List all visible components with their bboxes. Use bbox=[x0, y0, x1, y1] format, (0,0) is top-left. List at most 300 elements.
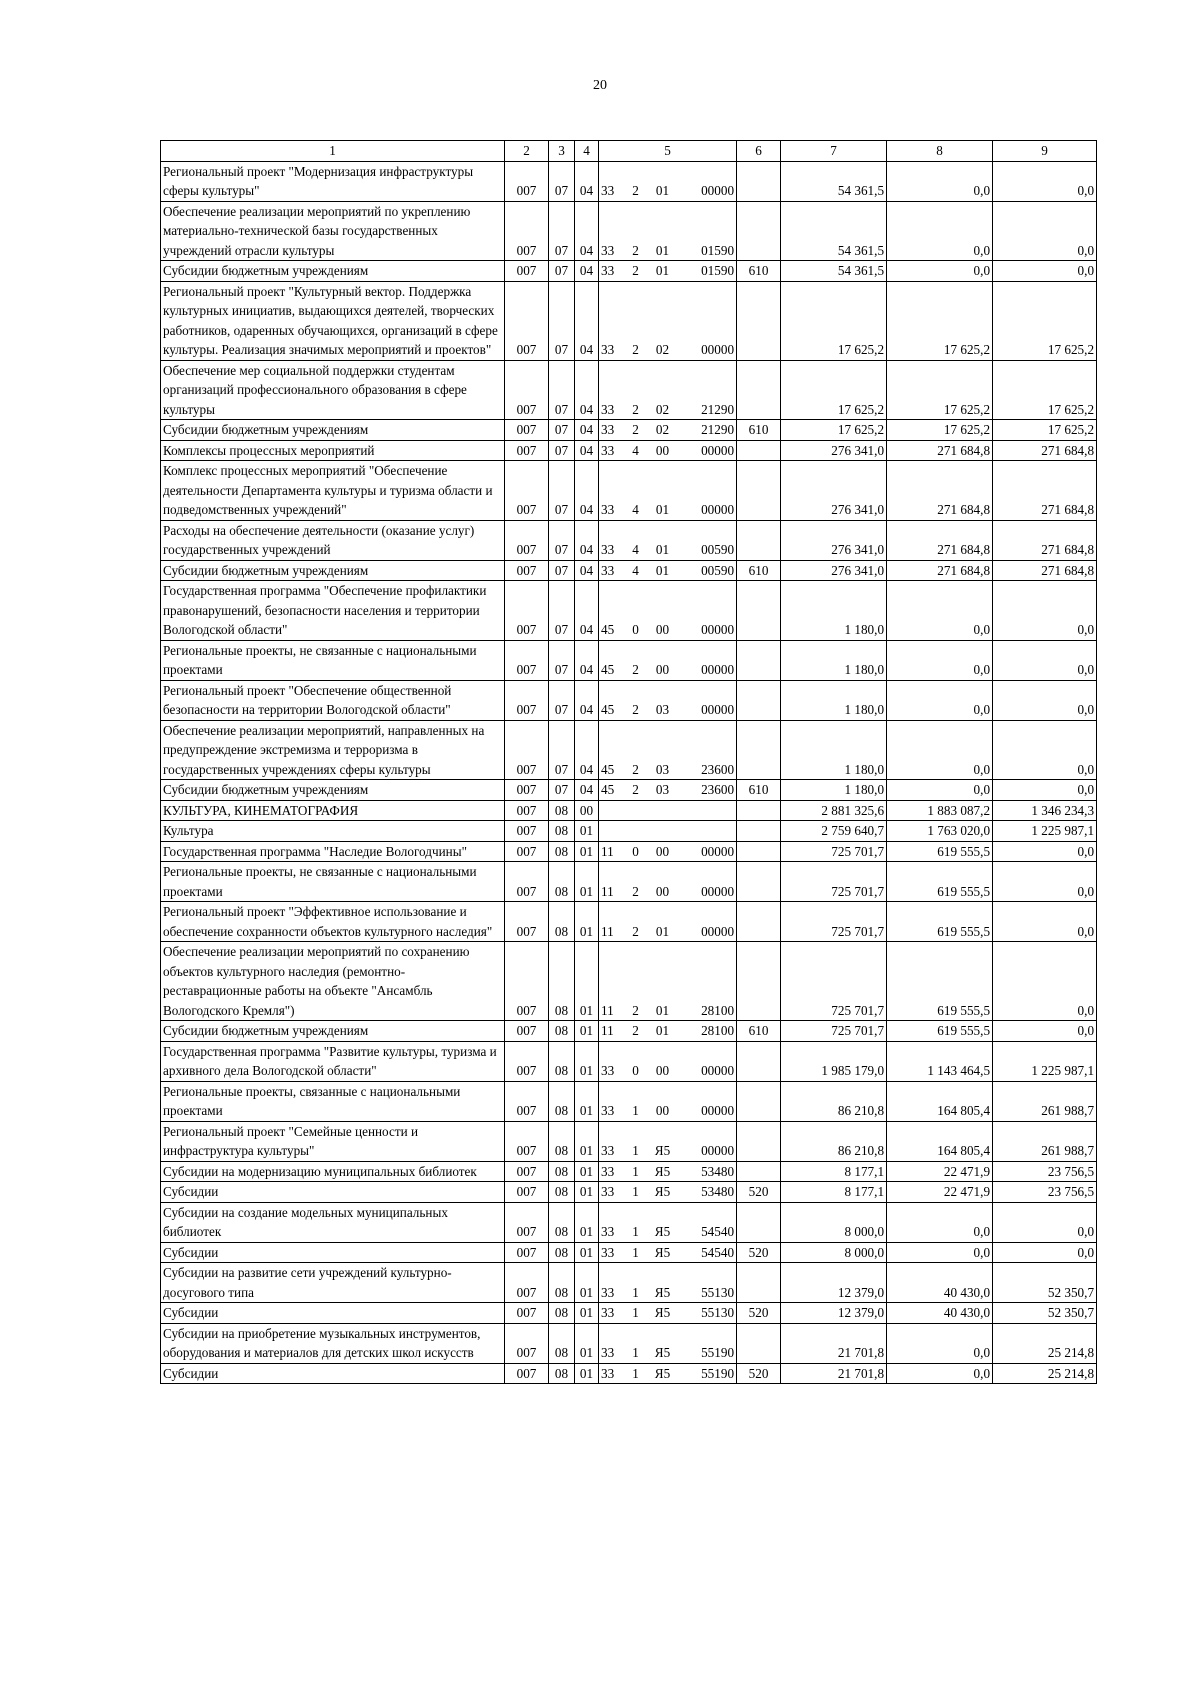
amount-year-1: 12 379,0 bbox=[781, 1263, 887, 1303]
amount-year-3: 261 988,7 bbox=[993, 1121, 1097, 1161]
target-article-event: 03 bbox=[647, 720, 679, 780]
section-code: 07 bbox=[549, 520, 575, 560]
section-code: 07 bbox=[549, 680, 575, 720]
amount-year-3: 271 684,8 bbox=[993, 461, 1097, 521]
ministry-code: 007 bbox=[505, 680, 549, 720]
ministry-code: 007 bbox=[505, 1202, 549, 1242]
target-article-event: Я5 bbox=[647, 1323, 679, 1363]
expense-type-code bbox=[737, 1263, 781, 1303]
amount-year-1: 2 759 640,7 bbox=[781, 821, 887, 842]
section-code: 07 bbox=[549, 360, 575, 420]
amount-year-1: 21 701,8 bbox=[781, 1363, 887, 1384]
amount-year-3: 0,0 bbox=[993, 581, 1097, 641]
row-name: КУЛЬТУРА, КИНЕМАТОГРАФИЯ bbox=[161, 800, 505, 821]
target-article-program: 45 bbox=[599, 680, 625, 720]
target-article-type: 4 bbox=[625, 560, 647, 581]
subsection-code: 04 bbox=[575, 440, 599, 461]
ministry-code: 007 bbox=[505, 800, 549, 821]
expense-type-code bbox=[737, 902, 781, 942]
target-article-program: 33 bbox=[599, 461, 625, 521]
target-article-type: 2 bbox=[625, 281, 647, 360]
table-row bbox=[161, 581, 1097, 641]
subsection-code: 01 bbox=[575, 1021, 599, 1042]
table-row bbox=[161, 1363, 1097, 1384]
amount-year-3: 0,0 bbox=[993, 640, 1097, 680]
expense-type-code: 520 bbox=[737, 1242, 781, 1263]
target-article-event: Я5 bbox=[647, 1182, 679, 1203]
amount-year-1: 725 701,7 bbox=[781, 902, 887, 942]
expense-type-code bbox=[737, 1041, 781, 1081]
amount-year-3: 0,0 bbox=[993, 680, 1097, 720]
target-article-direction: 21290 bbox=[679, 360, 737, 420]
target-article-direction: 01590 bbox=[679, 201, 737, 261]
amount-year-1: 725 701,7 bbox=[781, 862, 887, 902]
target-article-event: 00 bbox=[647, 1041, 679, 1081]
target-article-direction: 00000 bbox=[679, 581, 737, 641]
amount-year-3: 1 225 987,1 bbox=[993, 821, 1097, 842]
amount-year-1: 2 881 325,6 bbox=[781, 800, 887, 821]
section-code: 07 bbox=[549, 161, 575, 201]
amount-year-2: 0,0 bbox=[887, 161, 993, 201]
target-article-type: 0 bbox=[625, 581, 647, 641]
amount-year-3: 1 225 987,1 bbox=[993, 1041, 1097, 1081]
ministry-code: 007 bbox=[505, 902, 549, 942]
amount-year-1: 725 701,7 bbox=[781, 942, 887, 1021]
row-name: Комплекс процессных мероприятий "Обеспечение деятельности Департамента культуры и туризма области и подведомственных учреждений" bbox=[161, 461, 505, 521]
table-row bbox=[161, 680, 1097, 720]
amount-year-2: 271 684,8 bbox=[887, 461, 993, 521]
amount-year-2: 619 555,5 bbox=[887, 1021, 993, 1042]
target-article-direction: 00000 bbox=[679, 862, 737, 902]
section-code: 07 bbox=[549, 720, 575, 780]
amount-year-3: 0,0 bbox=[993, 902, 1097, 942]
section-code: 07 bbox=[549, 201, 575, 261]
section-code: 08 bbox=[549, 902, 575, 942]
target-article-type: 2 bbox=[625, 680, 647, 720]
table-row bbox=[161, 862, 1097, 902]
target-article-program: 45 bbox=[599, 720, 625, 780]
target-article-type bbox=[625, 821, 647, 842]
target-article-program: 11 bbox=[599, 841, 625, 862]
table-row bbox=[161, 720, 1097, 780]
table-row bbox=[161, 161, 1097, 201]
page-number: 20 bbox=[593, 78, 607, 93]
amount-year-2: 0,0 bbox=[887, 1363, 993, 1384]
section-code: 07 bbox=[549, 780, 575, 801]
table-row bbox=[161, 560, 1097, 581]
target-article-type: 4 bbox=[625, 440, 647, 461]
target-article-type: 4 bbox=[625, 520, 647, 560]
amount-year-3: 261 988,7 bbox=[993, 1081, 1097, 1121]
target-article-event: Я5 bbox=[647, 1202, 679, 1242]
target-article-direction: 55190 bbox=[679, 1363, 737, 1384]
target-article-type: 1 bbox=[625, 1323, 647, 1363]
subsection-code: 01 bbox=[575, 1263, 599, 1303]
target-article-event: 01 bbox=[647, 201, 679, 261]
subsection-code: 01 bbox=[575, 1303, 599, 1324]
target-article-event: Я5 bbox=[647, 1263, 679, 1303]
amount-year-3: 0,0 bbox=[993, 862, 1097, 902]
amount-year-1: 1 180,0 bbox=[781, 581, 887, 641]
target-article-type: 1 bbox=[625, 1081, 647, 1121]
table-row bbox=[161, 1242, 1097, 1263]
amount-year-3: 17 625,2 bbox=[993, 420, 1097, 441]
amount-year-1: 8 000,0 bbox=[781, 1202, 887, 1242]
subsection-code: 04 bbox=[575, 581, 599, 641]
row-name: Субсидии на модернизацию муниципальных библиотек bbox=[161, 1161, 505, 1182]
ministry-code: 007 bbox=[505, 720, 549, 780]
target-article-program bbox=[599, 821, 625, 842]
amount-year-3: 23 756,5 bbox=[993, 1161, 1097, 1182]
target-article-event: 01 bbox=[647, 261, 679, 282]
amount-year-2: 1 143 464,5 bbox=[887, 1041, 993, 1081]
amount-year-3: 0,0 bbox=[993, 780, 1097, 801]
section-code: 08 bbox=[549, 841, 575, 862]
expense-type-code bbox=[737, 1323, 781, 1363]
target-article-direction: 28100 bbox=[679, 1021, 737, 1042]
amount-year-2: 271 684,8 bbox=[887, 520, 993, 560]
target-article-event: Я5 bbox=[647, 1161, 679, 1182]
amount-year-1: 1 180,0 bbox=[781, 720, 887, 780]
target-article-direction: 00000 bbox=[679, 1081, 737, 1121]
target-article-type: 2 bbox=[625, 201, 647, 261]
target-article-direction: 55130 bbox=[679, 1303, 737, 1324]
table-row bbox=[161, 261, 1097, 282]
ministry-code: 007 bbox=[505, 261, 549, 282]
subsection-code: 01 bbox=[575, 942, 599, 1021]
row-name: Государственная программа "Наследие Вологодчины" bbox=[161, 841, 505, 862]
amount-year-2: 619 555,5 bbox=[887, 942, 993, 1021]
row-name: Субсидии bbox=[161, 1303, 505, 1324]
ministry-code: 007 bbox=[505, 1121, 549, 1161]
table-row bbox=[161, 1161, 1097, 1182]
table-row bbox=[161, 360, 1097, 420]
section-code: 07 bbox=[549, 581, 575, 641]
table-row bbox=[161, 902, 1097, 942]
target-article-direction: 21290 bbox=[679, 420, 737, 441]
target-article-type: 2 bbox=[625, 161, 647, 201]
target-article-direction: 00000 bbox=[679, 640, 737, 680]
table-row bbox=[161, 1303, 1097, 1324]
expense-type-code bbox=[737, 1161, 781, 1182]
target-article-type: 2 bbox=[625, 640, 647, 680]
section-code: 07 bbox=[549, 440, 575, 461]
ministry-code: 007 bbox=[505, 1182, 549, 1203]
amount-year-1: 8 177,1 bbox=[781, 1161, 887, 1182]
target-article-program: 33 bbox=[599, 440, 625, 461]
amount-year-3: 0,0 bbox=[993, 261, 1097, 282]
target-article-type: 1 bbox=[625, 1263, 647, 1303]
ministry-code: 007 bbox=[505, 1081, 549, 1121]
row-name: Региональный проект "Обеспечение общественной безопасности на территории Вологодской области" bbox=[161, 680, 505, 720]
amount-year-1: 86 210,8 bbox=[781, 1121, 887, 1161]
expense-type-code: 610 bbox=[737, 560, 781, 581]
expense-type-code bbox=[737, 581, 781, 641]
target-article-direction: 23600 bbox=[679, 780, 737, 801]
target-article-event: 00 bbox=[647, 440, 679, 461]
ministry-code: 007 bbox=[505, 1041, 549, 1081]
target-article-program: 11 bbox=[599, 902, 625, 942]
amount-year-2: 1 763 020,0 bbox=[887, 821, 993, 842]
amount-year-2: 0,0 bbox=[887, 1202, 993, 1242]
row-name: Расходы на обеспечение деятельности (оказание услуг) государственных учреждений bbox=[161, 520, 505, 560]
section-code: 07 bbox=[549, 461, 575, 521]
target-article-program: 33 bbox=[599, 261, 625, 282]
amount-year-3: 0,0 bbox=[993, 841, 1097, 862]
target-article-program: 33 bbox=[599, 1161, 625, 1182]
target-article-event: 02 bbox=[647, 360, 679, 420]
section-code: 08 bbox=[549, 1161, 575, 1182]
target-article-direction: 54540 bbox=[679, 1242, 737, 1263]
section-code: 07 bbox=[549, 420, 575, 441]
row-name: Обеспечение реализации мероприятий, направленных на предупреждение экстремизма и терроризма в государственных учреждениях сферы культуры bbox=[161, 720, 505, 780]
amount-year-3: 23 756,5 bbox=[993, 1182, 1097, 1203]
expense-type-code bbox=[737, 942, 781, 1021]
target-article-event: 01 bbox=[647, 560, 679, 581]
subsection-code: 04 bbox=[575, 461, 599, 521]
amount-year-1: 276 341,0 bbox=[781, 520, 887, 560]
target-article-event: Я5 bbox=[647, 1303, 679, 1324]
target-article-direction: 00000 bbox=[679, 902, 737, 942]
target-article-type: 2 bbox=[625, 780, 647, 801]
target-article-program: 11 bbox=[599, 942, 625, 1021]
row-name: Субсидии бюджетным учреждениям bbox=[161, 560, 505, 581]
subsection-code: 01 bbox=[575, 1323, 599, 1363]
ministry-code: 007 bbox=[505, 281, 549, 360]
subsection-code: 00 bbox=[575, 800, 599, 821]
row-name: Субсидии бюджетным учреждениям bbox=[161, 261, 505, 282]
target-article-event: 00 bbox=[647, 581, 679, 641]
ministry-code: 007 bbox=[505, 161, 549, 201]
table-row bbox=[161, 1182, 1097, 1203]
target-article-direction: 00000 bbox=[679, 680, 737, 720]
table-row bbox=[161, 281, 1097, 360]
target-article-event: 01 bbox=[647, 161, 679, 201]
section-code: 08 bbox=[549, 1182, 575, 1203]
section-code: 08 bbox=[549, 1363, 575, 1384]
target-article-type: 4 bbox=[625, 461, 647, 521]
expense-type-code bbox=[737, 520, 781, 560]
target-article-program: 33 bbox=[599, 420, 625, 441]
amount-year-2: 619 555,5 bbox=[887, 862, 993, 902]
amount-year-1: 8 177,1 bbox=[781, 1182, 887, 1203]
amount-year-2: 619 555,5 bbox=[887, 841, 993, 862]
row-name: Комплексы процессных мероприятий bbox=[161, 440, 505, 461]
section-code: 08 bbox=[549, 1202, 575, 1242]
section-code: 08 bbox=[549, 862, 575, 902]
amount-year-3: 0,0 bbox=[993, 1202, 1097, 1242]
target-article-direction: 00000 bbox=[679, 841, 737, 862]
target-article-type bbox=[625, 800, 647, 821]
amount-year-2: 271 684,8 bbox=[887, 440, 993, 461]
header-cell: 6 bbox=[737, 141, 781, 162]
subsection-code: 04 bbox=[575, 201, 599, 261]
target-article-program: 33 bbox=[599, 161, 625, 201]
amount-year-3: 0,0 bbox=[993, 720, 1097, 780]
expense-type-code bbox=[737, 201, 781, 261]
amount-year-1: 86 210,8 bbox=[781, 1081, 887, 1121]
table-row bbox=[161, 1263, 1097, 1303]
target-article-program: 33 bbox=[599, 1121, 625, 1161]
table-header-row bbox=[161, 141, 1097, 162]
row-name: Субсидии bbox=[161, 1182, 505, 1203]
amount-year-1: 1 180,0 bbox=[781, 680, 887, 720]
row-name: Субсидии бюджетным учреждениям bbox=[161, 780, 505, 801]
subsection-code: 04 bbox=[575, 420, 599, 441]
subsection-code: 04 bbox=[575, 780, 599, 801]
row-name: Региональный проект "Семейные ценности и инфраструктура культуры" bbox=[161, 1121, 505, 1161]
subsection-code: 01 bbox=[575, 1363, 599, 1384]
target-article-event: 00 bbox=[647, 1081, 679, 1121]
row-name: Субсидии на приобретение музыкальных инструментов, оборудования и материалов для детских школ искусств bbox=[161, 1323, 505, 1363]
amount-year-1: 276 341,0 bbox=[781, 461, 887, 521]
ministry-code: 007 bbox=[505, 1242, 549, 1263]
row-name: Обеспечение реализации мероприятий по сохранению объектов культурного наследия (ремонтно-реставрационные работы на объекте "Ансамбль Вологодского Кремля") bbox=[161, 942, 505, 1021]
section-code: 07 bbox=[549, 640, 575, 680]
row-name: Региональный проект "Эффективное использование и обеспечение сохранности объектов культурного наследия" bbox=[161, 902, 505, 942]
ministry-code: 007 bbox=[505, 1021, 549, 1042]
amount-year-1: 276 341,0 bbox=[781, 440, 887, 461]
amount-year-3: 0,0 bbox=[993, 161, 1097, 201]
table-row bbox=[161, 942, 1097, 1021]
target-article-direction: 55130 bbox=[679, 1263, 737, 1303]
table-row bbox=[161, 1121, 1097, 1161]
amount-year-2: 271 684,8 bbox=[887, 560, 993, 581]
table-row bbox=[161, 420, 1097, 441]
target-article-type: 2 bbox=[625, 720, 647, 780]
target-article-program: 33 bbox=[599, 1323, 625, 1363]
ministry-code: 007 bbox=[505, 461, 549, 521]
section-code: 08 bbox=[549, 1121, 575, 1161]
amount-year-2: 0,0 bbox=[887, 201, 993, 261]
amount-year-2: 0,0 bbox=[887, 1242, 993, 1263]
row-name: Региональные проекты, не связанные с национальными проектами bbox=[161, 640, 505, 680]
target-article-event: 00 bbox=[647, 862, 679, 902]
target-article-type: 2 bbox=[625, 420, 647, 441]
amount-year-1: 17 625,2 bbox=[781, 360, 887, 420]
target-article-type: 1 bbox=[625, 1242, 647, 1263]
amount-year-3: 25 214,8 bbox=[993, 1323, 1097, 1363]
amount-year-3: 0,0 bbox=[993, 1021, 1097, 1042]
subsection-code: 01 bbox=[575, 1242, 599, 1263]
target-article-event: 01 bbox=[647, 1021, 679, 1042]
expense-type-code: 520 bbox=[737, 1303, 781, 1324]
target-article-direction bbox=[679, 800, 737, 821]
section-code: 08 bbox=[549, 1021, 575, 1042]
expense-type-code: 610 bbox=[737, 420, 781, 441]
row-name: Культура bbox=[161, 821, 505, 842]
expense-type-code bbox=[737, 461, 781, 521]
subsection-code: 01 bbox=[575, 862, 599, 902]
amount-year-3: 17 625,2 bbox=[993, 281, 1097, 360]
target-article-direction: 00000 bbox=[679, 1041, 737, 1081]
amount-year-2: 17 625,2 bbox=[887, 281, 993, 360]
row-name: Государственная программа "Обеспечение профилактики правонарушений, безопасности населения и территории Вологодской области" bbox=[161, 581, 505, 641]
target-article-program: 33 bbox=[599, 1182, 625, 1203]
target-article-type: 0 bbox=[625, 1041, 647, 1081]
amount-year-1: 1 180,0 bbox=[781, 640, 887, 680]
target-article-program: 33 bbox=[599, 1202, 625, 1242]
expense-type-code bbox=[737, 800, 781, 821]
target-article-direction bbox=[679, 821, 737, 842]
target-article-program: 33 bbox=[599, 1081, 625, 1121]
amount-year-2: 0,0 bbox=[887, 261, 993, 282]
subsection-code: 01 bbox=[575, 1202, 599, 1242]
subsection-code: 01 bbox=[575, 1041, 599, 1081]
section-code: 08 bbox=[549, 800, 575, 821]
target-article-event bbox=[647, 821, 679, 842]
amount-year-2: 1 883 087,2 bbox=[887, 800, 993, 821]
expense-type-code bbox=[737, 640, 781, 680]
row-name: Субсидии bbox=[161, 1242, 505, 1263]
ministry-code: 007 bbox=[505, 821, 549, 842]
expense-type-code bbox=[737, 821, 781, 842]
amount-year-2: 40 430,0 bbox=[887, 1263, 993, 1303]
target-article-type: 1 bbox=[625, 1121, 647, 1161]
target-article-event: 02 bbox=[647, 281, 679, 360]
amount-year-2: 17 625,2 bbox=[887, 420, 993, 441]
amount-year-2: 0,0 bbox=[887, 780, 993, 801]
amount-year-2: 164 805,4 bbox=[887, 1121, 993, 1161]
target-article-program: 45 bbox=[599, 780, 625, 801]
row-name: Субсидии бюджетным учреждениям bbox=[161, 420, 505, 441]
amount-year-2: 0,0 bbox=[887, 1323, 993, 1363]
target-article-event: 00 bbox=[647, 640, 679, 680]
table-row bbox=[161, 1041, 1097, 1081]
subsection-code: 01 bbox=[575, 841, 599, 862]
section-code: 08 bbox=[549, 1303, 575, 1324]
amount-year-1: 725 701,7 bbox=[781, 841, 887, 862]
target-article-program: 45 bbox=[599, 581, 625, 641]
target-article-program: 33 bbox=[599, 1303, 625, 1324]
amount-year-3: 0,0 bbox=[993, 1242, 1097, 1263]
expense-type-code bbox=[737, 841, 781, 862]
target-article-event: 01 bbox=[647, 942, 679, 1021]
target-article-event: 02 bbox=[647, 420, 679, 441]
expense-type-code: 610 bbox=[737, 261, 781, 282]
target-article-type: 2 bbox=[625, 261, 647, 282]
expense-type-code bbox=[737, 680, 781, 720]
amount-year-1: 1 180,0 bbox=[781, 780, 887, 801]
section-code: 08 bbox=[549, 942, 575, 1021]
row-name: Региональные проекты, не связанные с национальными проектами bbox=[161, 862, 505, 902]
amount-year-3: 52 350,7 bbox=[993, 1303, 1097, 1324]
amount-year-1: 17 625,2 bbox=[781, 281, 887, 360]
target-article-direction: 28100 bbox=[679, 942, 737, 1021]
target-article-direction: 54540 bbox=[679, 1202, 737, 1242]
ministry-code: 007 bbox=[505, 780, 549, 801]
subsection-code: 04 bbox=[575, 360, 599, 420]
expense-type-code: 610 bbox=[737, 1021, 781, 1042]
subsection-code: 04 bbox=[575, 281, 599, 360]
header-cell: 8 bbox=[887, 141, 993, 162]
target-article-event: 01 bbox=[647, 902, 679, 942]
amount-year-1: 54 361,5 bbox=[781, 201, 887, 261]
expense-type-code bbox=[737, 360, 781, 420]
target-article-program: 33 bbox=[599, 1242, 625, 1263]
target-article-direction: 00000 bbox=[679, 1121, 737, 1161]
expense-type-code bbox=[737, 1081, 781, 1121]
target-article-direction: 00000 bbox=[679, 440, 737, 461]
target-article-direction: 55190 bbox=[679, 1323, 737, 1363]
amount-year-2: 0,0 bbox=[887, 581, 993, 641]
target-article-event: 01 bbox=[647, 461, 679, 521]
ministry-code: 007 bbox=[505, 841, 549, 862]
target-article-program: 33 bbox=[599, 201, 625, 261]
amount-year-1: 276 341,0 bbox=[781, 560, 887, 581]
subsection-code: 04 bbox=[575, 261, 599, 282]
expense-type-code bbox=[737, 1121, 781, 1161]
